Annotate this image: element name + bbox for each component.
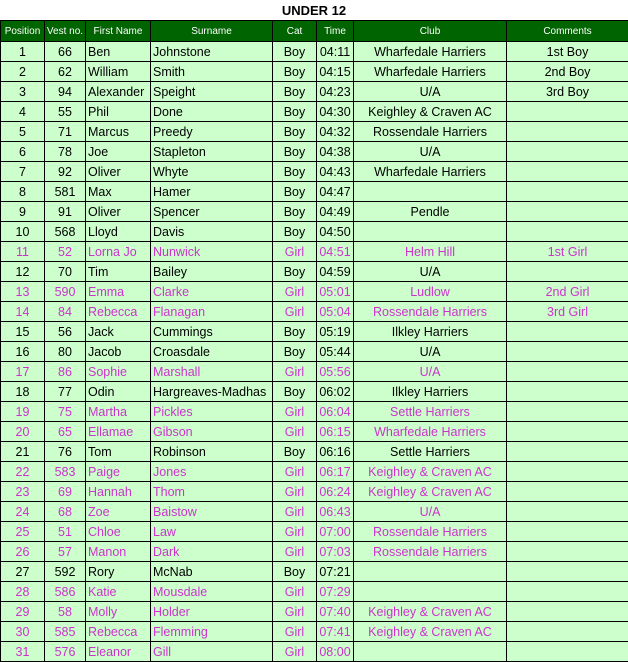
cell-club: Rossendale Harriers <box>354 122 507 142</box>
cell-comments <box>507 102 628 122</box>
table-row <box>1 582 628 602</box>
cell-time: 05:19 <box>317 322 354 342</box>
table-row <box>1 482 628 502</box>
cell-comments <box>507 622 628 642</box>
cell-cat: Boy <box>273 342 317 362</box>
cell-position: 20 <box>1 422 45 442</box>
cell-comments <box>507 442 628 462</box>
table-row <box>1 42 628 62</box>
table-row <box>1 602 628 622</box>
cell-surname: Bailey <box>151 262 273 282</box>
cell-club: Wharfedale Harriers <box>354 62 507 82</box>
cell-vest: 66 <box>45 42 86 62</box>
col-header-first-name: First Name <box>86 21 151 42</box>
cell-cat: Boy <box>273 442 317 462</box>
cell-position: 30 <box>1 622 45 642</box>
table-row <box>1 122 628 142</box>
cell-club: Wharfedale Harriers <box>354 162 507 182</box>
col-header-cat: Cat <box>273 21 317 42</box>
cell-club <box>354 582 507 602</box>
cell-cat: Girl <box>273 582 317 602</box>
sheet-title: UNDER 12 <box>0 0 628 20</box>
cell-position: 9 <box>1 202 45 222</box>
cell-first-name: Marcus <box>86 122 151 142</box>
cell-position: 22 <box>1 462 45 482</box>
cell-time: 06:43 <box>317 502 354 522</box>
table-row <box>1 422 628 442</box>
cell-vest: 57 <box>45 542 86 562</box>
header-row <box>1 21 628 42</box>
cell-surname: Gill <box>151 642 273 662</box>
table-row <box>1 262 628 282</box>
cell-club <box>354 182 507 202</box>
cell-vest: 78 <box>45 142 86 162</box>
cell-time: 04:47 <box>317 182 354 202</box>
cell-time: 04:49 <box>317 202 354 222</box>
cell-first-name: Ellamae <box>86 422 151 442</box>
cell-cat: Boy <box>273 82 317 102</box>
col-header-comments: Comments <box>507 21 628 42</box>
cell-cat: Girl <box>273 462 317 482</box>
cell-time: 08:00 <box>317 642 354 662</box>
cell-position: 10 <box>1 222 45 242</box>
cell-surname: Davis <box>151 222 273 242</box>
table-row <box>1 622 628 642</box>
col-header-time: Time <box>317 21 354 42</box>
cell-time: 04:38 <box>317 142 354 162</box>
table-row <box>1 362 628 382</box>
cell-cat: Girl <box>273 522 317 542</box>
cell-cat: Boy <box>273 62 317 82</box>
cell-time: 05:56 <box>317 362 354 382</box>
cell-club: Keighley & Craven AC <box>354 482 507 502</box>
cell-first-name: Odin <box>86 382 151 402</box>
cell-vest: 568 <box>45 222 86 242</box>
cell-first-name: Alexander <box>86 82 151 102</box>
cell-time: 07:21 <box>317 562 354 582</box>
cell-first-name: Paige <box>86 462 151 482</box>
cell-club: Ilkley Harriers <box>354 382 507 402</box>
cell-surname: Flanagan <box>151 302 273 322</box>
cell-comments <box>507 362 628 382</box>
cell-vest: 592 <box>45 562 86 582</box>
cell-time: 06:02 <box>317 382 354 402</box>
table-row <box>1 642 628 662</box>
cell-position: 8 <box>1 182 45 202</box>
cell-cat: Girl <box>273 402 317 422</box>
cell-vest: 585 <box>45 622 86 642</box>
cell-surname: Hamer <box>151 182 273 202</box>
cell-surname: Hargreaves-Madhas <box>151 382 273 402</box>
cell-comments: 2nd Girl <box>507 282 628 302</box>
cell-vest: 76 <box>45 442 86 462</box>
cell-surname: Flemming <box>151 622 273 642</box>
table-row <box>1 302 628 322</box>
cell-vest: 576 <box>45 642 86 662</box>
table-row <box>1 102 628 122</box>
cell-surname: Cummings <box>151 322 273 342</box>
cell-comments <box>507 162 628 182</box>
col-header-surname: Surname <box>151 21 273 42</box>
cell-time: 04:51 <box>317 242 354 262</box>
cell-time: 05:04 <box>317 302 354 322</box>
table-row <box>1 502 628 522</box>
cell-vest: 71 <box>45 122 86 142</box>
cell-club <box>354 562 507 582</box>
cell-vest: 84 <box>45 302 86 322</box>
cell-surname: Gibson <box>151 422 273 442</box>
cell-comments <box>507 542 628 562</box>
cell-cat: Boy <box>273 142 317 162</box>
cell-cat: Boy <box>273 122 317 142</box>
col-header-vest: Vest no. <box>45 21 86 42</box>
cell-position: 29 <box>1 602 45 622</box>
cell-position: 11 <box>1 242 45 262</box>
cell-club: U/A <box>354 502 507 522</box>
table-row <box>1 242 628 262</box>
cell-time: 06:15 <box>317 422 354 442</box>
cell-surname: Mousdale <box>151 582 273 602</box>
cell-comments <box>507 502 628 522</box>
table-row <box>1 382 628 402</box>
cell-first-name: Oliver <box>86 162 151 182</box>
cell-vest: 56 <box>45 322 86 342</box>
cell-club: Rossendale Harriers <box>354 302 507 322</box>
cell-cat: Boy <box>273 262 317 282</box>
cell-comments <box>507 462 628 482</box>
cell-comments <box>507 402 628 422</box>
cell-vest: 583 <box>45 462 86 482</box>
cell-cat: Boy <box>273 562 317 582</box>
cell-cat: Girl <box>273 482 317 502</box>
cell-time: 07:41 <box>317 622 354 642</box>
cell-club: U/A <box>354 362 507 382</box>
col-header-club: Club <box>354 21 507 42</box>
cell-first-name: Lorna Jo <box>86 242 151 262</box>
cell-vest: 75 <box>45 402 86 422</box>
cell-club: Keighley & Craven AC <box>354 102 507 122</box>
cell-cat: Girl <box>273 242 317 262</box>
cell-comments: 1st Boy <box>507 42 628 62</box>
table-row <box>1 202 628 222</box>
table-row <box>1 542 628 562</box>
cell-surname: Marshall <box>151 362 273 382</box>
cell-position: 16 <box>1 342 45 362</box>
cell-surname: Johnstone <box>151 42 273 62</box>
cell-position: 5 <box>1 122 45 142</box>
cell-club: Rossendale Harriers <box>354 522 507 542</box>
cell-surname: Dark <box>151 542 273 562</box>
cell-comments <box>507 342 628 362</box>
cell-club: U/A <box>354 262 507 282</box>
cell-first-name: Chloe <box>86 522 151 542</box>
cell-comments <box>507 262 628 282</box>
table-row <box>1 162 628 182</box>
cell-first-name: Oliver <box>86 202 151 222</box>
cell-vest: 51 <box>45 522 86 542</box>
cell-position: 31 <box>1 642 45 662</box>
cell-time: 04:32 <box>317 122 354 142</box>
cell-position: 1 <box>1 42 45 62</box>
cell-club: Keighley & Craven AC <box>354 622 507 642</box>
cell-time: 04:59 <box>317 262 354 282</box>
cell-cat: Boy <box>273 202 317 222</box>
cell-time: 07:29 <box>317 582 354 602</box>
cell-comments: 3rd Boy <box>507 82 628 102</box>
cell-cat: Girl <box>273 362 317 382</box>
cell-comments <box>507 202 628 222</box>
cell-position: 15 <box>1 322 45 342</box>
cell-vest: 581 <box>45 182 86 202</box>
cell-comments <box>507 422 628 442</box>
cell-club: Keighley & Craven AC <box>354 462 507 482</box>
cell-first-name: Phil <box>86 102 151 122</box>
table-row <box>1 82 628 102</box>
cell-time: 06:17 <box>317 462 354 482</box>
cell-club: Ludlow <box>354 282 507 302</box>
cell-cat: Girl <box>273 502 317 522</box>
cell-time: 04:23 <box>317 82 354 102</box>
cell-surname: Nunwick <box>151 242 273 262</box>
cell-vest: 77 <box>45 382 86 402</box>
cell-position: 23 <box>1 482 45 502</box>
cell-comments: 3rd Girl <box>507 302 628 322</box>
cell-time: 04:43 <box>317 162 354 182</box>
col-header-position: Position <box>1 21 45 42</box>
cell-time: 04:30 <box>317 102 354 122</box>
cell-time: 04:15 <box>317 62 354 82</box>
cell-position: 3 <box>1 82 45 102</box>
cell-comments <box>507 602 628 622</box>
table-row <box>1 342 628 362</box>
cell-vest: 68 <box>45 502 86 522</box>
cell-comments <box>507 382 628 402</box>
cell-vest: 586 <box>45 582 86 602</box>
cell-surname: Croasdale <box>151 342 273 362</box>
cell-club: Settle Harriers <box>354 442 507 462</box>
cell-club: Keighley & Craven AC <box>354 602 507 622</box>
cell-first-name: Martha <box>86 402 151 422</box>
cell-position: 28 <box>1 582 45 602</box>
cell-comments <box>507 562 628 582</box>
cell-surname: Thom <box>151 482 273 502</box>
cell-first-name: William <box>86 62 151 82</box>
cell-first-name: Zoe <box>86 502 151 522</box>
cell-position: 27 <box>1 562 45 582</box>
cell-surname: Stapleton <box>151 142 273 162</box>
cell-time: 04:50 <box>317 222 354 242</box>
cell-position: 26 <box>1 542 45 562</box>
cell-club: U/A <box>354 82 507 102</box>
cell-comments: 1st Girl <box>507 242 628 262</box>
cell-surname: Smith <box>151 62 273 82</box>
cell-comments <box>507 582 628 602</box>
cell-position: 24 <box>1 502 45 522</box>
cell-position: 19 <box>1 402 45 422</box>
cell-time: 04:11 <box>317 42 354 62</box>
cell-cat: Girl <box>273 422 317 442</box>
cell-comments <box>507 222 628 242</box>
cell-club: Wharfedale Harriers <box>354 422 507 442</box>
table-row <box>1 462 628 482</box>
cell-surname: Preedy <box>151 122 273 142</box>
cell-first-name: Emma <box>86 282 151 302</box>
cell-cat: Boy <box>273 42 317 62</box>
cell-comments <box>507 142 628 162</box>
cell-vest: 91 <box>45 202 86 222</box>
cell-position: 14 <box>1 302 45 322</box>
cell-first-name: Ben <box>86 42 151 62</box>
cell-surname: Spencer <box>151 202 273 222</box>
cell-first-name: Katie <box>86 582 151 602</box>
cell-club: U/A <box>354 342 507 362</box>
table-row <box>1 282 628 302</box>
cell-first-name: Jack <box>86 322 151 342</box>
cell-club: Ilkley Harriers <box>354 322 507 342</box>
cell-position: 18 <box>1 382 45 402</box>
cell-club: U/A <box>354 142 507 162</box>
results-table <box>0 20 628 662</box>
cell-first-name: Rebecca <box>86 302 151 322</box>
cell-time: 05:01 <box>317 282 354 302</box>
cell-first-name: Jacob <box>86 342 151 362</box>
cell-comments <box>507 642 628 662</box>
cell-surname: Robinson <box>151 442 273 462</box>
cell-time: 05:44 <box>317 342 354 362</box>
table-row <box>1 182 628 202</box>
cell-surname: Whyte <box>151 162 273 182</box>
cell-vest: 55 <box>45 102 86 122</box>
cell-comments <box>507 182 628 202</box>
cell-vest: 65 <box>45 422 86 442</box>
cell-comments <box>507 122 628 142</box>
cell-position: 21 <box>1 442 45 462</box>
cell-position: 25 <box>1 522 45 542</box>
cell-vest: 62 <box>45 62 86 82</box>
cell-first-name: Hannah <box>86 482 151 502</box>
table-row <box>1 442 628 462</box>
cell-first-name: Eleanor <box>86 642 151 662</box>
cell-surname: Baistow <box>151 502 273 522</box>
cell-time: 06:24 <box>317 482 354 502</box>
cell-position: 4 <box>1 102 45 122</box>
cell-club: Pendle <box>354 202 507 222</box>
cell-vest: 86 <box>45 362 86 382</box>
cell-surname: Pickles <box>151 402 273 422</box>
cell-cat: Girl <box>273 282 317 302</box>
cell-cat: Boy <box>273 322 317 342</box>
cell-vest: 92 <box>45 162 86 182</box>
cell-first-name: Lloyd <box>86 222 151 242</box>
cell-vest: 69 <box>45 482 86 502</box>
cell-comments: 2nd Boy <box>507 62 628 82</box>
cell-cat: Boy <box>273 102 317 122</box>
cell-vest: 52 <box>45 242 86 262</box>
cell-surname: Clarke <box>151 282 273 302</box>
table-row <box>1 222 628 242</box>
table-row <box>1 402 628 422</box>
table-row <box>1 142 628 162</box>
table-row <box>1 562 628 582</box>
cell-first-name: Joe <box>86 142 151 162</box>
cell-surname: McNab <box>151 562 273 582</box>
cell-club: Rossendale Harriers <box>354 542 507 562</box>
cell-surname: Jones <box>151 462 273 482</box>
cell-first-name: Rebecca <box>86 622 151 642</box>
cell-position: 13 <box>1 282 45 302</box>
cell-surname: Law <box>151 522 273 542</box>
cell-vest: 58 <box>45 602 86 622</box>
cell-first-name: Max <box>86 182 151 202</box>
cell-club <box>354 642 507 662</box>
table-row <box>1 522 628 542</box>
cell-position: 7 <box>1 162 45 182</box>
cell-time: 07:40 <box>317 602 354 622</box>
cell-first-name: Rory <box>86 562 151 582</box>
cell-first-name: Molly <box>86 602 151 622</box>
cell-comments <box>507 482 628 502</box>
cell-cat: Girl <box>273 602 317 622</box>
cell-position: 6 <box>1 142 45 162</box>
cell-vest: 70 <box>45 262 86 282</box>
cell-position: 2 <box>1 62 45 82</box>
cell-cat: Boy <box>273 182 317 202</box>
cell-comments <box>507 522 628 542</box>
cell-cat: Boy <box>273 162 317 182</box>
cell-first-name: Manon <box>86 542 151 562</box>
cell-time: 07:00 <box>317 522 354 542</box>
cell-position: 17 <box>1 362 45 382</box>
cell-comments <box>507 322 628 342</box>
cell-club: Wharfedale Harriers <box>354 42 507 62</box>
table-row <box>1 322 628 342</box>
cell-position: 12 <box>1 262 45 282</box>
cell-surname: Done <box>151 102 273 122</box>
cell-club <box>354 222 507 242</box>
cell-first-name: Sophie <box>86 362 151 382</box>
cell-vest: 80 <box>45 342 86 362</box>
cell-cat: Boy <box>273 222 317 242</box>
cell-first-name: Tim <box>86 262 151 282</box>
cell-vest: 590 <box>45 282 86 302</box>
cell-first-name: Tom <box>86 442 151 462</box>
cell-vest: 94 <box>45 82 86 102</box>
cell-time: 06:16 <box>317 442 354 462</box>
cell-time: 06:04 <box>317 402 354 422</box>
cell-surname: Holder <box>151 602 273 622</box>
cell-surname: Speight <box>151 82 273 102</box>
cell-cat: Boy <box>273 382 317 402</box>
cell-cat: Girl <box>273 622 317 642</box>
table-row <box>1 62 628 82</box>
cell-time: 07:03 <box>317 542 354 562</box>
cell-club: Settle Harriers <box>354 402 507 422</box>
cell-club: Helm Hill <box>354 242 507 262</box>
cell-cat: Girl <box>273 302 317 322</box>
cell-cat: Girl <box>273 642 317 662</box>
cell-cat: Girl <box>273 542 317 562</box>
